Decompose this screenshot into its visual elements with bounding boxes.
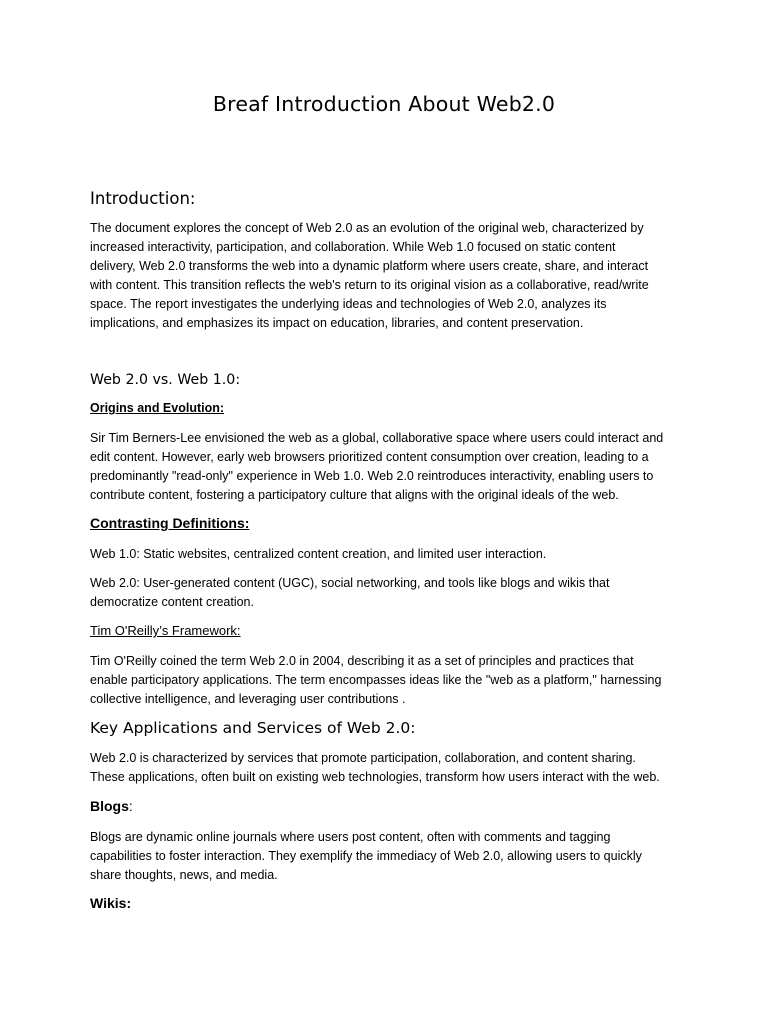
paragraph-line: delivery, Web 2.0 transforms the web into a dynamic platform where users create, share, and interact: [90, 258, 649, 273]
paragraph-line: Sir Tim Berners-Lee envisioned the web as a global, collaborative space where users could interact and: [90, 431, 664, 445]
key-applications-heading: Key Applications and Services of Web 2.0:: [90, 719, 416, 737]
paragraph-line: capabilities to foster interaction. They exemplify the immediacy of Web 2.0, allowing users to quickly: [90, 848, 642, 863]
oreilly-paragraph: [90, 652, 690, 709]
paragraph-line: Tim O'Reilly coined the term Web 2.0 in 2004, describing it as a set of principles and practices that: [90, 654, 634, 668]
introduction-paragraph: [90, 219, 690, 332]
paragraph-line: space. The report investigates the underlying ideas and technologies of Web 2.0, analyzes its: [90, 296, 607, 311]
blogs-heading: [90, 798, 133, 814]
web1-definition: [90, 545, 690, 564]
web-vs-heading: Web 2.0 vs. Web 1.0:: [90, 372, 241, 388]
oreilly-framework-heading: Tim O'Reilly’s Framework:: [90, 623, 241, 638]
origins-paragraph: [90, 429, 690, 505]
paragraph-line: democratize content creation.: [90, 594, 254, 609]
paragraph-line: These applications, often built on existing web technologies, transform how users interact with the web.: [90, 769, 660, 784]
paragraph-line: with content. This transition reflects the web's return to its original vision as a collaborative, read/write: [90, 277, 649, 292]
key-applications-paragraph: [90, 749, 690, 787]
paragraph-line: Web 2.0: User-generated content (UGC), social networking, and tools like blogs and wikis that: [90, 576, 610, 590]
paragraph-line: predominantly "read-only" experience in Web 1.0. Web 2.0 reintroduces interactivity, enabling users to: [90, 468, 654, 483]
paragraph-line: share thoughts, news, and media.: [90, 867, 278, 882]
paragraph-line: Web 2.0 is characterized by services that promote participation, collaboration, and content sharing.: [90, 751, 636, 765]
paragraph-line: The document explores the concept of Web 2.0 as an evolution of the original web, characterized by: [90, 221, 644, 235]
paragraph-line: enable participatory applications. The term encompasses ideas like the "web as a platform," harnessing: [90, 672, 662, 687]
contrasting-definitions-heading: Contrasting Definitions:: [90, 515, 250, 531]
paragraph-line: implications, and emphasizes its impact on education, libraries, and content preservation.: [90, 315, 584, 330]
blogs-heading-colon: :: [128, 798, 133, 814]
paragraph-line: collective intelligence, and leveraging user contributions .: [90, 691, 406, 706]
paragraph-line: contribute content, fostering a participatory culture that aligns with the original ideals of the web.: [90, 487, 619, 502]
paragraph-line: Blogs are dynamic online journals where users post content, often with comments and tagging: [90, 830, 611, 844]
blogs-paragraph: [90, 828, 690, 885]
paragraph-line: Web 1.0: Static websites, centralized content creation, and limited user interaction.: [90, 547, 547, 561]
wikis-heading: [90, 895, 131, 911]
web2-definition: [90, 574, 690, 612]
introduction-heading: Introduction:: [90, 189, 196, 208]
paragraph-line: increased interactivity, participation, and collaboration. While Web 1.0 focused on static content: [90, 239, 616, 254]
blogs-heading-text: Blogs: [90, 798, 129, 814]
document-title: Breaf Introduction About Web2.0: [212, 92, 556, 116]
paragraph-line: edit content. However, early web browsers prioritized content consumption over creation, leading to a: [90, 449, 649, 464]
wikis-heading-text: Wikis:: [90, 895, 132, 911]
origins-heading: Origins and Evolution:: [90, 401, 225, 415]
